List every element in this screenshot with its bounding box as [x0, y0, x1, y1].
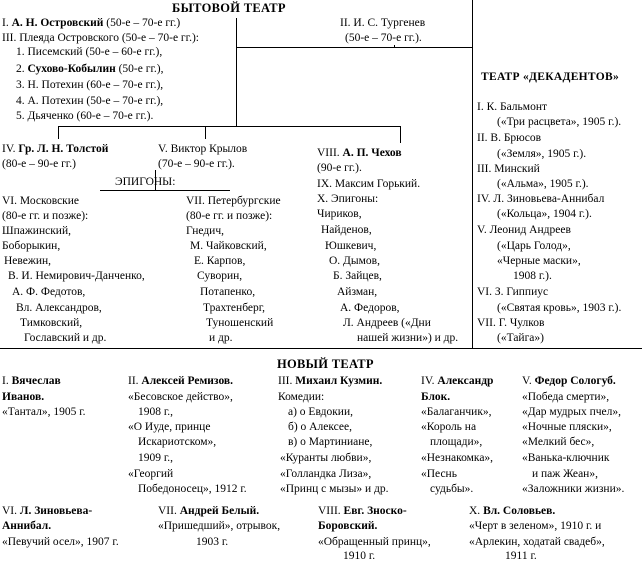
chekhov-line: О. Дымов, [329, 255, 380, 267]
pleyada-heading: III. Плеяда Островского (50-е – 70-е гг.): [2, 32, 199, 44]
kuzmin-line: в) о Мартиниане, [288, 436, 373, 448]
decadents-title: ТЕАТР «ДЕКАДЕНТОВ» [481, 71, 619, 83]
solovyov-num: X. [469, 505, 481, 517]
bely-work2: 1903 г. [196, 536, 229, 548]
chekhov-line: X. Эпигоны: [317, 193, 379, 205]
decadents-line: («Земля», 1905 г.). [497, 148, 587, 160]
kuzmin-name: Михаил Кузмин. [295, 375, 383, 387]
ostrovsky-years: (50-е – 70-е гг.) [106, 17, 181, 29]
decadents-line: («Святая кровь», 1903 г.). [497, 302, 622, 314]
zinovieva-num: VI. [2, 505, 18, 517]
pleyada-item-2-num: 2. [16, 63, 28, 75]
borovsky-name2 [318, 520, 377, 533]
kuzmin-line: «Куранты любви», [280, 452, 372, 464]
bely-num: VII. [158, 505, 177, 517]
moscow-line: Шпажинский, [2, 225, 71, 237]
pleyada-item-2-years: (50-е гг.), [115, 63, 164, 75]
chekhov-line: IX. Максим Горький. [317, 178, 421, 190]
moscow-line: Тимковский, [20, 317, 83, 329]
sologub-line: «Заложники жизни». [522, 483, 625, 495]
sologub-line: «Дар мудрых пчел», [522, 406, 621, 418]
borovsky-num: VIII. [318, 505, 341, 517]
connector-branch-krylov [205, 126, 206, 139]
remizov-line: «О Иуде, принце [128, 421, 211, 433]
vertical-divider [472, 0, 473, 348]
ivanov-entry [2, 375, 61, 388]
pleyada-item: 4. А. Потехин (50-е – 70-е гг.), [16, 95, 164, 107]
ostrovsky-num: I. [2, 17, 9, 29]
peter-line: М. Чайковский, [190, 240, 267, 252]
moscow-line: Гославский и др. [24, 332, 107, 344]
pleyada-item: 1. Писемский (50-е – 60-е гг.), [16, 46, 163, 58]
decadents-line: VI. З. Гиппиус [477, 286, 549, 298]
pleyada-item-2-name: Сухово-Кобылин [27, 63, 116, 75]
pleyada-item: 5. Дьяченко (60-е – 70-е гг.). [16, 110, 154, 122]
solovyov-entry [469, 505, 555, 518]
decadents-line: («Тайга») [497, 332, 544, 344]
decadents-line: «Черные маски», [497, 255, 581, 267]
turgenev-line1: II. И. С. Тургенев [340, 17, 426, 29]
borovsky-work1: «Обращенный принц», [318, 536, 431, 548]
chekhov-line: Айзман, [337, 286, 378, 298]
kuzmin-num: III. [278, 375, 293, 387]
remizov-name: Алексей Ремизов. [141, 375, 234, 387]
chekhov-entry [317, 147, 402, 160]
peter-line: Потапенко, [200, 286, 256, 298]
connector-turgenev-stub [394, 45, 395, 48]
blok-line: судьбы». [430, 483, 474, 495]
moscow-line: А. Ф. Федотов, [12, 286, 86, 298]
bely-name: Андрей Белый. [179, 505, 260, 517]
moscow-line: Боборыкин, [2, 240, 61, 252]
sologub-line: «Мелкий бес», [522, 436, 595, 448]
kuzmin-line: б) о Алексее, [288, 421, 352, 433]
chekhov-line: Юшкевич, [325, 240, 377, 252]
moscow-line: В. И. Немирович-Данченко, [8, 270, 145, 282]
ivanov-num: I. [2, 375, 9, 387]
remizov-entry [128, 375, 233, 388]
zinovieva-name2 [2, 520, 51, 533]
borovsky-name1: Евг. Зноско- [343, 505, 407, 517]
decadents-line: 1908 г.). [513, 270, 552, 282]
decadents-line: IV. Л. Зиновьева-Аннибал [477, 193, 605, 205]
tolstoy-num: IV. [2, 143, 16, 155]
blok-name1: Александр [437, 375, 494, 387]
remizov-line: 1908 г., [138, 406, 174, 418]
remizov-line: Победоносец», 1912 г. [138, 483, 247, 495]
blok-line: «Король на [421, 421, 477, 433]
remizov-line: Искариотском», [138, 436, 217, 448]
solovyov-name: Вл. Соловьев. [483, 505, 556, 517]
chekhov-name: А. П. Чехов [342, 147, 402, 159]
moscow-line: (80-е гг. и позже): [2, 210, 89, 222]
turgenev-line2: (50-е – 70-е гг.). [345, 32, 422, 44]
tolstoy-years: (80-е – 90-е гг.) [2, 158, 76, 170]
krylov-line2: (70-е – 90-е гг.). [158, 158, 235, 170]
decadents-line: («Три расцвета», 1905 г.). [497, 116, 622, 128]
blok-name2 [421, 391, 450, 404]
solovyov-work1: «Черт в зеленом», 1910 г. и [469, 520, 602, 532]
tolstoy-name: Гр. Л. Н. Толстой [18, 143, 109, 155]
decadents-line: («Альма», 1905 г.). [497, 178, 589, 190]
chekhov-line: Чириков, [317, 208, 362, 220]
peter-line: Е. Карпов, [194, 255, 246, 267]
sologub-num: V. [522, 375, 532, 387]
sologub-name: Федор Сологуб. [534, 375, 616, 387]
peter-line: VII. Петербургские [186, 195, 281, 207]
bely-work1: «Пришедший», отрывок, [158, 520, 281, 532]
chekhov-line: А. Федоров, [340, 302, 400, 314]
sologub-line: «Ванька-ключник [522, 452, 610, 464]
blok-num: IV. [421, 375, 435, 387]
sologub-line: и паж Жеан», [532, 468, 598, 480]
decadents-line: VII. Г. Чулков [477, 317, 545, 329]
remizov-line: «Георгий [128, 468, 174, 480]
kuzmin-line: а) о Евдокии, [288, 406, 353, 418]
zinovieva-name1: Л. Зиновьева- [19, 505, 93, 517]
zinovieva-work: «Певучий осел», 1907 г. [2, 536, 119, 548]
connector-epigony-horizontal [100, 190, 230, 191]
ivanov-name2 [2, 391, 44, 404]
pleyada-item: 3. Н. Потехин (60-е – 70-е гг.), [16, 79, 164, 91]
borovsky-work2: 1910 г. [343, 550, 376, 562]
ivanov-name2-text: Иванов. [2, 391, 45, 403]
connector-branches-horizontal [58, 126, 400, 127]
ostrovsky-entry [2, 17, 180, 30]
decadents-line: («Царь Голод», [497, 240, 571, 252]
blok-line: «Песнь [421, 468, 457, 480]
blok-line: «Балаганчик», [421, 406, 492, 418]
chekhov-line: Найденов, [321, 224, 372, 236]
decadents-line: II. В. Брюсов [477, 132, 542, 144]
moscow-line: Невежин, [4, 255, 52, 267]
decadents-line: V. Леонид Андреев [477, 224, 571, 236]
ostrovsky-name: А. Н. Островский [11, 17, 104, 29]
bely-entry [158, 505, 259, 518]
decadents-line: III. Минский [477, 163, 540, 175]
peter-line: и др. [209, 332, 233, 344]
connector-branch-tolstoy [58, 126, 59, 139]
kuzmin-line: Комедии: [278, 391, 325, 403]
borovsky-name2-text: Боровский. [318, 520, 378, 532]
remizov-line: «Бесовское действо», [128, 391, 233, 403]
blok-line: площади», [430, 436, 483, 448]
kuzmin-line: «Голландка Лиза», [280, 468, 372, 480]
kuzmin-entry [278, 375, 382, 388]
kuzmin-line: «Принц с мызы» и др. [280, 483, 389, 495]
chekhov-line: Б. Зайцев, [333, 270, 382, 282]
sologub-entry [522, 375, 616, 388]
ivanov-name1: Вячеслав [11, 375, 61, 387]
remizov-line: 1909 г., [138, 452, 174, 464]
bytovoy-title: БЫТОВОЙ ТЕАТР [172, 1, 286, 15]
krylov-line1: V. Виктор Крылов [158, 143, 248, 155]
decadents-line: I. К. Бальмонт [477, 101, 547, 113]
sologub-line: «Победа смерти», [522, 391, 610, 403]
decadents-line: («Кольца», 1904 г.). [497, 208, 592, 220]
tolstoy-entry [2, 143, 108, 156]
chekhov-num: VIII. [317, 147, 340, 159]
chekhov-line: нашей жизни») и др. [357, 332, 459, 344]
peter-line: (80-е гг. и позже): [186, 210, 273, 222]
zinovieva-entry [2, 505, 92, 518]
connector-ostrovsky-vertical [236, 18, 237, 126]
peter-line: Суворин, [197, 270, 243, 282]
chekhov-line: (90-е гг.). [317, 162, 362, 174]
remizov-num: II. [128, 375, 139, 387]
ivanov-work: «Тантал», 1905 г. [2, 406, 86, 418]
blok-name2-text: Блок. [421, 391, 451, 403]
sologub-line: «Ночные пляски», [522, 421, 612, 433]
peter-line: Гнедич, [186, 225, 224, 237]
peter-line: Туношенский [206, 317, 274, 329]
connector-ostrovsky-turgenev [236, 47, 472, 48]
new-theatre-title: НОВЫЙ ТЕАТР [277, 357, 374, 371]
peter-line: Трахтенберг, [203, 302, 266, 314]
connector-branch-chekhov [400, 126, 401, 143]
zinovieva-name2-text: Аннибал. [2, 520, 52, 532]
horizontal-divider-middle [0, 348, 642, 349]
pleyada-item [16, 63, 163, 76]
borovsky-entry [318, 505, 407, 518]
blok-line: «Незнакомка», [421, 452, 494, 464]
solovyov-work2: «Арлекин, ходатай свадеб», [469, 536, 605, 548]
moscow-line: Вл. Александров, [16, 302, 102, 314]
blok-entry [421, 375, 493, 388]
epigony-heading: ЭПИГОНЫ: [115, 176, 176, 188]
chekhov-line: Л. Андреев («Дни [343, 317, 431, 329]
moscow-line: VI. Московские [2, 195, 80, 207]
solovyov-work3: 1911 г. [505, 550, 537, 562]
